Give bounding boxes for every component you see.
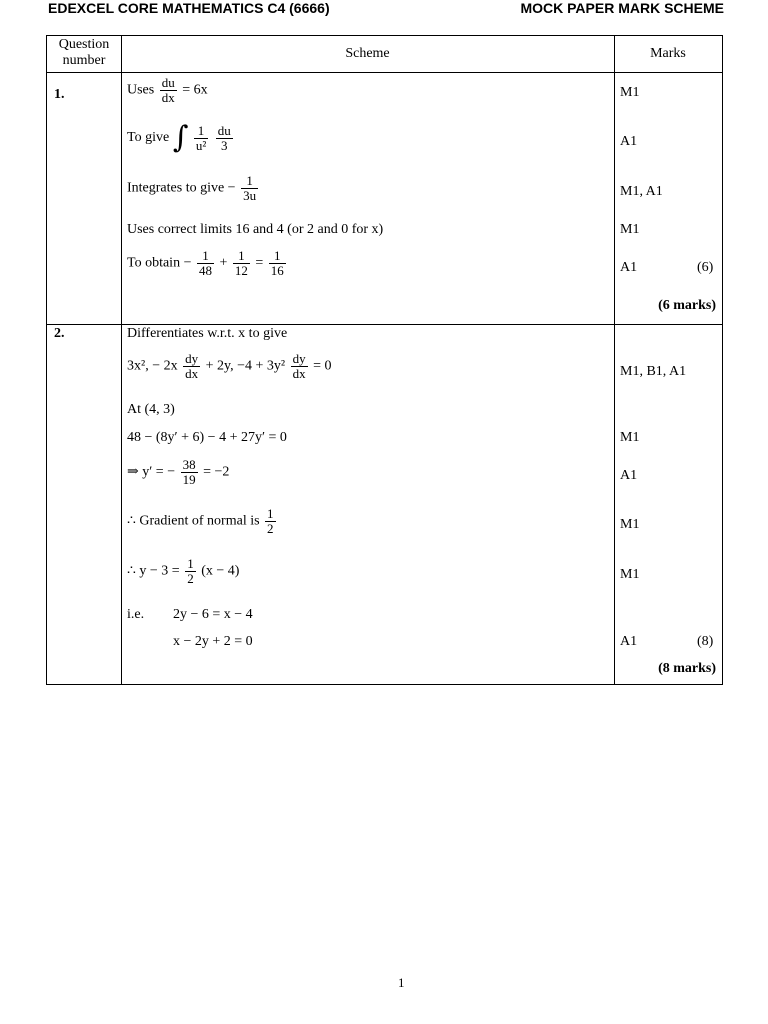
- q1-line-2: [127, 120, 235, 155]
- total-marks: (8 marks): [658, 661, 716, 676]
- q1-l5-eq: =: [255, 255, 264, 271]
- mark: A1: [620, 260, 638, 275]
- q2-line-9: x − 2y + 2 = 0: [173, 634, 253, 649]
- mark-scheme-table: [46, 35, 723, 685]
- page-number: 1: [398, 975, 405, 990]
- column-header-scheme: Scheme: [345, 46, 390, 61]
- denominator: 19: [182, 472, 196, 487]
- column-divider: [614, 36, 615, 684]
- numerator: 1: [194, 124, 208, 139]
- numerator: 1: [187, 556, 194, 571]
- column-divider: [121, 36, 122, 684]
- q2-l7-pre: ∴ y − 3 =: [127, 563, 180, 579]
- denominator: 3u: [243, 188, 257, 203]
- mark: M1: [620, 517, 640, 532]
- denominator: 12: [234, 263, 248, 278]
- question-divider: [47, 324, 722, 325]
- q2-line-5: [127, 458, 229, 487]
- mark: M1: [620, 85, 640, 100]
- column-header-marks: Marks: [650, 46, 686, 61]
- header-title-right: MOCK PAPER MARK SCHEME: [520, 0, 724, 16]
- total-marks: (6 marks): [658, 298, 716, 313]
- q2-l2-a: 3x², − 2x: [127, 358, 178, 374]
- q1-l1-post: = 6x: [182, 82, 208, 98]
- integral-sign: ∫: [172, 120, 189, 155]
- fraction: [160, 76, 177, 105]
- column-header-question-line2: number: [62, 53, 106, 68]
- denominator: 16: [270, 263, 284, 278]
- question-number: 1.: [54, 87, 65, 102]
- q1-line-3: [127, 174, 260, 203]
- fraction: [216, 124, 233, 153]
- mark: A1: [620, 468, 638, 483]
- numerator: 1: [233, 249, 250, 264]
- q1-l5-plus: +: [219, 255, 228, 271]
- numerator: 1: [267, 506, 274, 521]
- denominator: dx: [292, 366, 306, 381]
- q2-l5-pre: ⇒ y′ = −: [127, 464, 176, 480]
- q2-line-4: 48 − (8y′ + 6) − 4 + 27y′ = 0: [127, 430, 287, 445]
- column-header-question-line1: Question: [58, 37, 110, 52]
- q2-line-7: [127, 557, 239, 586]
- fraction: [185, 557, 196, 586]
- denominator: u²: [195, 137, 207, 153]
- subtotal: (8): [697, 634, 714, 649]
- denominator: dx: [185, 366, 199, 381]
- fraction: [181, 458, 198, 487]
- fraction: [269, 249, 286, 278]
- q2-line-2: [127, 352, 331, 381]
- q2-line-8: 2y − 6 = x − 4: [173, 607, 253, 622]
- denominator: 2: [187, 571, 194, 586]
- q2-l7-post: (x − 4): [201, 563, 240, 579]
- mark: M1, A1: [620, 184, 663, 199]
- question-number: 2.: [54, 326, 65, 341]
- q2-line-3: At (4, 3): [127, 402, 175, 417]
- mark: M1: [620, 567, 640, 582]
- numerator: dy: [185, 351, 199, 366]
- numerator: 1: [197, 249, 214, 264]
- q1-line-5: [127, 249, 288, 278]
- numerator: 1: [241, 174, 258, 189]
- numerator: 1: [269, 249, 286, 264]
- denominator: 48: [198, 263, 212, 278]
- q2-l2-b: + 2y, −4 + 3y²: [205, 358, 286, 374]
- q1-l5-pre: To obtain −: [127, 255, 192, 271]
- column-header-question: [47, 37, 121, 69]
- q1-l3-pre: Integrates to give −: [127, 180, 236, 196]
- subtotal: (6): [697, 260, 714, 275]
- numerator: du: [217, 122, 231, 138]
- q2-line-1: Differentiates w.r.t. x to give: [127, 326, 288, 341]
- q1-line-4: Uses correct limits 16 and 4 (or 2 and 0 for x): [127, 222, 384, 237]
- q2-line-8-ie: i.e.: [127, 607, 145, 622]
- denominator: dx: [161, 90, 175, 105]
- q1-l1-pre: Uses: [127, 82, 155, 98]
- q2-l2-c: = 0: [313, 358, 332, 374]
- q2-l5-post: = −2: [203, 464, 230, 480]
- fraction: [265, 507, 276, 536]
- fraction: [233, 249, 250, 278]
- numerator: dy: [292, 351, 306, 366]
- denominator: 3: [220, 137, 228, 153]
- q1-l2-pre: To give: [127, 130, 170, 146]
- fraction: [183, 352, 200, 381]
- mark: M1, B1, A1: [620, 364, 687, 379]
- mark: A1: [620, 134, 638, 149]
- mark: A1: [620, 634, 638, 649]
- q2-l6-pre: ∴ Gradient of normal is: [127, 513, 260, 529]
- numerator: du: [161, 75, 175, 90]
- mark: M1: [620, 222, 640, 237]
- q1-line-1: [127, 76, 208, 105]
- header-title-left: EDEXCEL CORE MATHEMATICS C4 (6666): [48, 0, 330, 16]
- fraction: [241, 174, 258, 203]
- denominator: 2: [267, 521, 274, 536]
- fraction: [194, 124, 208, 153]
- fraction: [291, 352, 308, 381]
- q2-line-6: [127, 507, 278, 536]
- header-row-divider: [47, 72, 722, 73]
- fraction: [197, 249, 214, 278]
- numerator: 38: [182, 457, 196, 472]
- mark: M1: [620, 430, 640, 445]
